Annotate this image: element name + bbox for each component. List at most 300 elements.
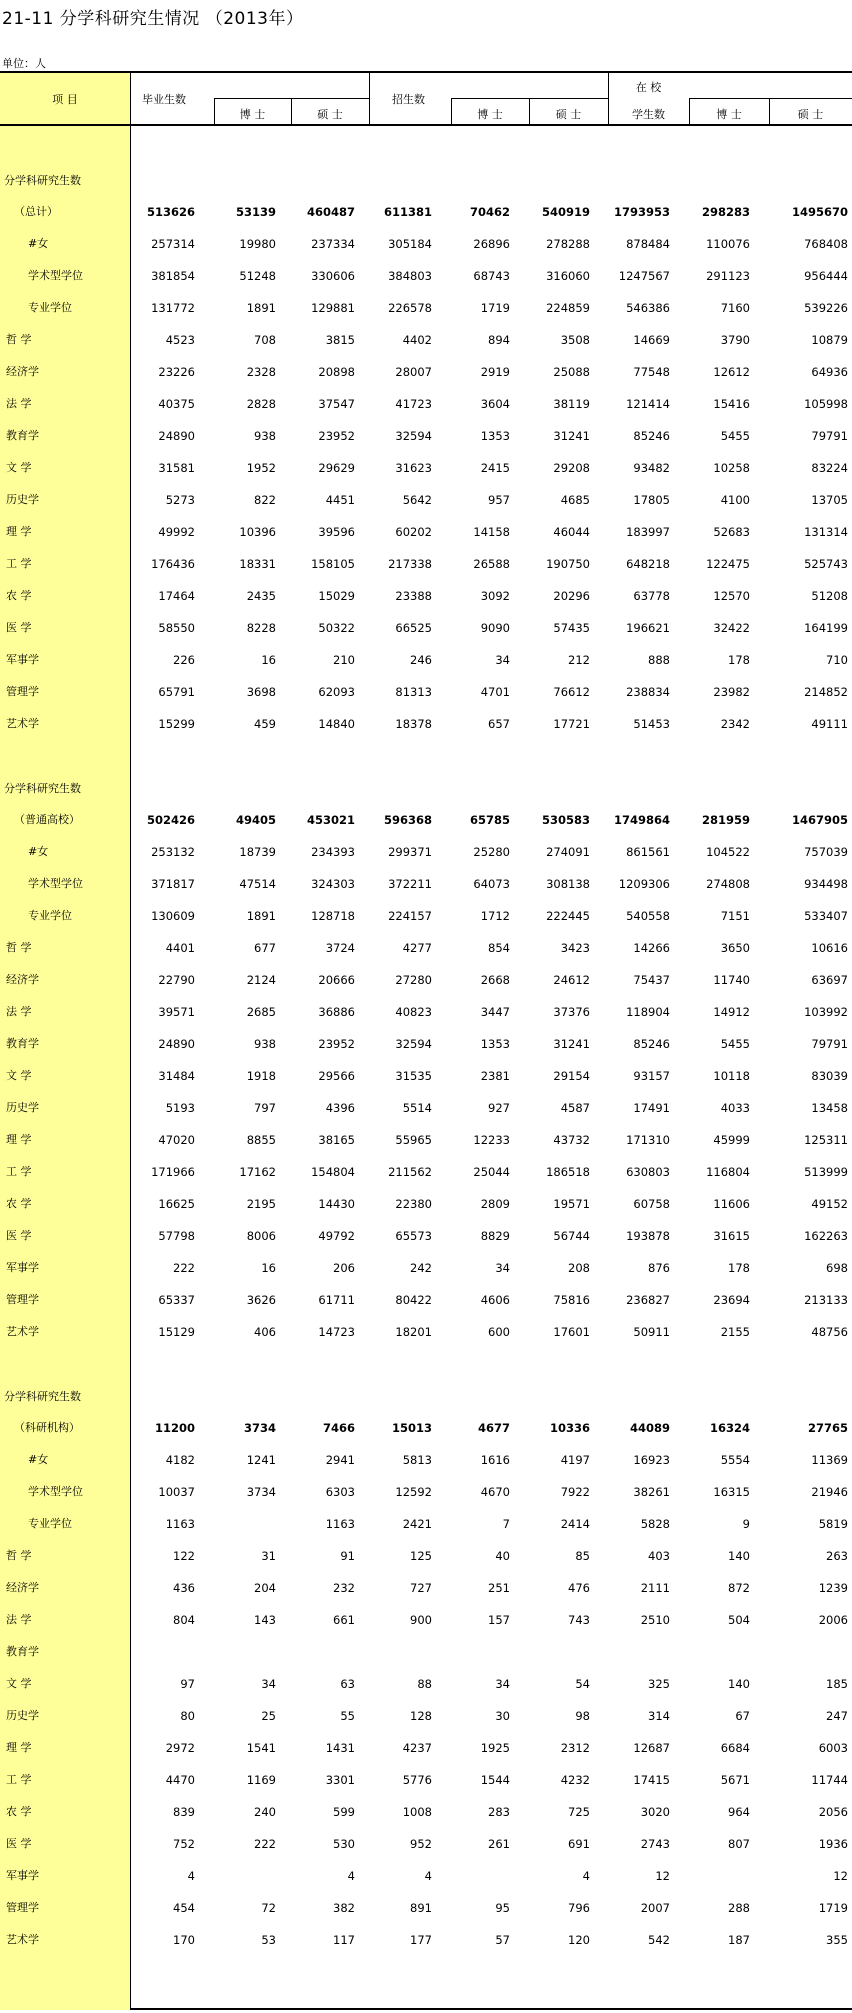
cell-grad-master: 1163 — [325, 1517, 355, 1532]
cell-enrolled-doctor: 31615 — [713, 1228, 750, 1243]
cell-enrolled-total: 14669 — [633, 333, 670, 348]
cell-enroll-master: 4685 — [560, 493, 590, 507]
cell-enrolled-doctor: 291123 — [706, 269, 750, 284]
cell-enroll-total: 5514 — [402, 1101, 432, 1115]
cell-grad-doctor: 1952 — [246, 461, 276, 476]
cell-enroll-master: 98 — [575, 1709, 590, 1723]
row-label: 经济学 — [6, 1581, 39, 1595]
row-label: 理 学 — [6, 524, 32, 538]
cell-grad-doctor: 1891 — [246, 301, 276, 316]
cell-enroll-doctor: 68743 — [473, 269, 510, 284]
cell-enroll-total: 80422 — [395, 1292, 432, 1307]
cell-enrolled-master: 757039 — [804, 845, 848, 860]
row-label: 艺术学 — [6, 1324, 39, 1338]
cell-enrolled-total: 121414 — [626, 397, 670, 412]
table-row — [0, 388, 852, 420]
cell-grad-total: 24890 — [158, 1037, 195, 1052]
cell-enroll-doctor: 34 — [495, 652, 510, 667]
cell-enroll-total: 66525 — [395, 620, 432, 635]
cell-enroll-total: 596368 — [383, 813, 432, 828]
cell-enrolled-total: 238834 — [626, 684, 670, 699]
cell-enroll-master: 19571 — [553, 1196, 590, 1211]
header-enrolled-bottom: 学生数 — [632, 108, 665, 121]
cell-grad-doctor: 53 — [261, 1932, 276, 1947]
cell-enroll-total: 1008 — [402, 1804, 432, 1819]
cell-grad-total: 839 — [173, 1804, 195, 1819]
cell-grad-master: 324303 — [311, 877, 355, 892]
cell-enrolled-doctor: 298283 — [701, 205, 750, 220]
cell-enrolled-master: 355 — [826, 1932, 848, 1947]
cell-grad-master: 36886 — [318, 1005, 355, 1020]
cell-grad-master: 62093 — [318, 684, 355, 699]
cell-grad-master: 14430 — [318, 1196, 355, 1211]
cell-enrolled-total: 171310 — [626, 1132, 670, 1147]
cell-enroll-doctor: 2919 — [480, 365, 510, 380]
cell-enroll-master: 29208 — [553, 461, 590, 476]
cell-enroll-doctor: 26588 — [473, 556, 510, 571]
cell-enrolled-master: 6003 — [818, 1740, 848, 1755]
table-row — [0, 1252, 852, 1284]
cell-enroll-doctor: 4606 — [480, 1292, 510, 1307]
cell-grad-total: 454 — [173, 1900, 195, 1915]
cell-enroll-doctor: 1719 — [480, 301, 510, 316]
cell-enrolled-master: 79791 — [811, 1037, 848, 1052]
cell-grad-doctor: 2195 — [246, 1196, 276, 1211]
cell-enroll-master: 316060 — [546, 269, 590, 284]
cell-grad-total: 23226 — [158, 365, 195, 380]
header-enrolled-top: 在 校 — [635, 81, 662, 94]
cell-enrolled-total: 540558 — [626, 909, 670, 924]
header-enroll-master: 硕 士 — [555, 108, 582, 121]
cell-grad-master: 14840 — [318, 716, 355, 731]
cell-enrolled-total: 236827 — [626, 1292, 670, 1307]
cell-enrolled-total: 183997 — [626, 524, 670, 539]
cell-enroll-doctor: 12233 — [473, 1132, 510, 1147]
cell-enrolled-doctor: 5455 — [720, 1037, 750, 1052]
cell-enroll-total: 81313 — [395, 684, 432, 699]
cell-enrolled-master: 13458 — [811, 1101, 848, 1115]
row-label: 农 学 — [6, 588, 32, 602]
cell-enroll-total: 217338 — [388, 556, 432, 571]
cell-enroll-master: 25088 — [553, 365, 590, 380]
cell-enroll-total: 226578 — [388, 301, 432, 316]
cell-enroll-master: 222445 — [546, 909, 590, 924]
cell-enrolled-doctor: 2155 — [720, 1324, 750, 1339]
cell-enroll-doctor: 927 — [488, 1101, 510, 1115]
cell-grad-master: 154804 — [311, 1164, 355, 1179]
cell-grad-total: 16625 — [158, 1196, 195, 1211]
cell-grad-doctor: 240 — [254, 1804, 276, 1819]
table-row — [0, 580, 852, 612]
cell-enroll-doctor: 2668 — [480, 973, 510, 988]
cell-grad-total: 10037 — [158, 1485, 195, 1500]
cell-grad-doctor: 1918 — [246, 1069, 276, 1084]
cell-enrolled-master: 164199 — [804, 620, 848, 635]
table-row — [0, 612, 852, 644]
cell-enrolled-master: 185 — [826, 1677, 848, 1692]
cell-grad-doctor: 49405 — [235, 813, 276, 828]
cell-enroll-master: 29154 — [553, 1069, 590, 1084]
cell-enroll-doctor: 1544 — [480, 1772, 510, 1787]
table-row — [0, 996, 852, 1028]
cell-enrolled-total: 85246 — [633, 429, 670, 444]
cell-grad-doctor: 1169 — [246, 1772, 276, 1787]
cell-enrolled-doctor: 2342 — [720, 716, 750, 731]
cell-grad-total: 40375 — [158, 397, 195, 412]
table-row — [0, 1572, 852, 1604]
cell-enrolled-master: 49111 — [811, 716, 848, 731]
cell-grad-total: 24890 — [158, 429, 195, 444]
cell-grad-doctor: 222 — [254, 1836, 276, 1851]
cell-enrolled-master: 64936 — [811, 365, 848, 380]
cell-enroll-total: 5776 — [402, 1772, 432, 1787]
cell-enrolled-doctor: 9 — [742, 1517, 750, 1532]
cell-grad-master: 2941 — [325, 1453, 355, 1468]
cell-grad-master: 29566 — [318, 1069, 355, 1084]
cell-enroll-total: 88 — [417, 1677, 432, 1692]
cell-grad-master: 61711 — [318, 1292, 355, 1307]
cell-enrolled-doctor: 16324 — [709, 1421, 750, 1436]
table-row — [0, 1700, 852, 1732]
cell-enrolled-total: 17805 — [633, 493, 670, 507]
cell-grad-doctor: 2124 — [246, 973, 276, 988]
cell-grad-master: 38165 — [318, 1132, 355, 1147]
cell-enrolled-doctor: 12612 — [713, 365, 750, 380]
section-title: 分学科研究生数 — [4, 1389, 81, 1403]
cell-enroll-total: 32594 — [395, 429, 432, 444]
cell-enrolled-doctor: 67 — [735, 1709, 750, 1723]
cell-enrolled-total: 314 — [648, 1709, 670, 1723]
cell-grad-master: 237334 — [311, 237, 355, 252]
cell-enrolled-doctor: 3790 — [720, 333, 750, 348]
row-label: 工 学 — [6, 1164, 32, 1178]
cell-enrolled-doctor: 178 — [728, 652, 750, 667]
cell-enrolled-total: 38261 — [633, 1485, 670, 1500]
cell-enrolled-master: 213133 — [804, 1292, 848, 1307]
cell-enrolled-master: 79791 — [811, 429, 848, 444]
table-row — [0, 260, 852, 292]
cell-grad-master: 91 — [340, 1549, 355, 1564]
cell-enrolled-doctor: 7151 — [720, 909, 750, 924]
section-title: 分学科研究生数 — [4, 173, 81, 187]
cell-grad-doctor: 34 — [261, 1677, 276, 1692]
cell-enroll-doctor: 251 — [488, 1581, 510, 1596]
cell-enrolled-total: 546386 — [626, 301, 670, 316]
cell-enroll-doctor: 657 — [488, 716, 510, 731]
cell-grad-total: 4401 — [165, 941, 195, 956]
cell-enroll-doctor: 261 — [488, 1836, 510, 1851]
cell-enroll-doctor: 9090 — [480, 620, 510, 635]
header-subrule-enrollment — [451, 98, 608, 99]
cell-grad-total: 11200 — [154, 1421, 195, 1436]
cell-grad-master: 158105 — [311, 556, 355, 571]
cell-enrolled-master: 48756 — [811, 1324, 848, 1339]
cell-enrolled-doctor: 178 — [728, 1260, 750, 1275]
cell-enrolled-master: 1719 — [818, 1900, 848, 1915]
cell-enrolled-doctor: 140 — [728, 1677, 750, 1692]
cell-enroll-doctor: 4677 — [477, 1421, 510, 1436]
cell-enroll-doctor: 1353 — [480, 429, 510, 444]
cell-grad-doctor: 8228 — [246, 620, 276, 635]
cell-enroll-total: 384803 — [388, 269, 432, 284]
cell-enroll-master: 274091 — [546, 845, 590, 860]
cell-enrolled-total: 2111 — [640, 1581, 670, 1596]
cell-enrolled-doctor: 110076 — [706, 237, 750, 252]
cell-enrolled-doctor: 6684 — [720, 1740, 750, 1755]
cell-grad-doctor: 3734 — [243, 1421, 276, 1436]
table-row — [0, 196, 852, 228]
cell-enroll-doctor: 2415 — [480, 461, 510, 476]
cell-enrolled-doctor: 122475 — [706, 556, 750, 571]
cell-grad-total: 17464 — [158, 588, 195, 603]
cell-enrolled-doctor: 104522 — [706, 845, 750, 860]
cell-grad-total: 57798 — [158, 1228, 195, 1243]
table-row — [0, 1796, 852, 1828]
cell-enroll-master: 224859 — [546, 301, 590, 316]
table-row — [0, 356, 852, 388]
cell-enrolled-master: 1239 — [818, 1581, 848, 1596]
cell-enroll-doctor: 8829 — [480, 1228, 510, 1243]
cell-enroll-total: 31623 — [395, 461, 432, 476]
row-label: 军事学 — [6, 1868, 39, 1882]
cell-enroll-master: 31241 — [553, 429, 590, 444]
cell-grad-total: 436 — [173, 1581, 195, 1596]
cell-enrolled-master: 768408 — [804, 237, 848, 252]
cell-enroll-master: 796 — [568, 1900, 590, 1915]
cell-enrolled-master: 525743 — [804, 556, 848, 571]
row-label: 农 学 — [6, 1804, 32, 1818]
cell-grad-total: 65791 — [158, 684, 195, 699]
cell-enrolled-doctor: 274808 — [706, 877, 750, 892]
header-divider-graduates — [369, 71, 370, 125]
cell-enrolled-doctor: 3650 — [720, 941, 750, 956]
cell-enroll-total: 128 — [410, 1709, 432, 1723]
cell-enrolled-master: 21946 — [811, 1485, 848, 1500]
row-label: （普通高校） — [14, 813, 80, 827]
cell-enrolled-doctor: 12570 — [713, 588, 750, 603]
cell-grad-master: 4396 — [325, 1101, 355, 1115]
cell-enroll-doctor: 4670 — [480, 1485, 510, 1500]
cell-enroll-total: 27280 — [395, 973, 432, 988]
cell-grad-doctor: 1541 — [246, 1740, 276, 1755]
row-label: #女 — [28, 845, 49, 859]
cell-enroll-master: 743 — [568, 1613, 590, 1628]
cell-grad-doctor: 143 — [254, 1613, 276, 1628]
cell-enroll-total: 55965 — [395, 1132, 432, 1147]
cell-grad-doctor: 2828 — [246, 397, 276, 412]
header-enroll-doctor: 博 士 — [477, 108, 503, 121]
cell-grad-doctor: 31 — [261, 1549, 276, 1564]
row-label: 哲 学 — [6, 1549, 32, 1563]
cell-grad-total: 804 — [173, 1613, 195, 1628]
cell-grad-master: 20666 — [318, 973, 355, 988]
cell-grad-doctor: 938 — [254, 429, 276, 444]
cell-enroll-master: 3508 — [560, 333, 590, 348]
cell-grad-doctor: 3734 — [246, 1485, 276, 1500]
cell-grad-master: 63 — [340, 1677, 355, 1692]
table-row — [0, 1892, 852, 1924]
cell-enroll-total: 891 — [410, 1900, 432, 1915]
header-subrule-enrolled — [689, 98, 852, 99]
cell-grad-doctor: 25 — [261, 1709, 276, 1723]
cell-grad-total: 80 — [180, 1709, 195, 1723]
cell-enrolled-doctor: 15416 — [713, 397, 750, 412]
cell-enrolled-total: 1749864 — [613, 813, 670, 828]
row-label: 教育学 — [6, 1645, 39, 1659]
table-row — [0, 1188, 852, 1220]
cell-enrolled-total: 77548 — [633, 365, 670, 380]
cell-enroll-doctor: 25044 — [473, 1164, 510, 1179]
row-label: 法 学 — [6, 397, 32, 411]
table-row — [0, 1732, 852, 1764]
row-label: 哲 学 — [6, 333, 32, 347]
cell-enroll-master: 10336 — [549, 1421, 590, 1436]
cell-enrolled-doctor: 504 — [728, 1613, 750, 1628]
cell-enroll-master: 57435 — [553, 620, 590, 635]
cell-grad-master: 50322 — [318, 620, 355, 635]
cell-grad-doctor: 16 — [261, 652, 276, 667]
cell-grad-master: 599 — [333, 1804, 355, 1819]
cell-grad-master: 453021 — [306, 813, 355, 828]
cell-enroll-master: 43732 — [553, 1132, 590, 1147]
cell-enroll-master: 278288 — [546, 237, 590, 252]
cell-enroll-total: 22380 — [395, 1196, 432, 1211]
cell-enroll-total: 727 — [410, 1581, 432, 1596]
cell-enrolled-master: 698 — [826, 1260, 848, 1275]
cell-enrolled-total: 5828 — [640, 1517, 670, 1532]
cell-enrolled-total: 44089 — [629, 1421, 670, 1436]
table-row — [0, 1636, 852, 1668]
cell-enrolled-total: 60758 — [633, 1196, 670, 1211]
row-label: 教育学 — [6, 429, 39, 443]
cell-enroll-doctor: 854 — [488, 941, 510, 956]
cell-enrolled-total: 325 — [648, 1677, 670, 1692]
data-table — [0, 71, 852, 2010]
cell-enroll-master: 54 — [575, 1677, 590, 1692]
table-row — [0, 1316, 852, 1348]
cell-grad-total: 47020 — [158, 1132, 195, 1147]
cell-grad-master: 49792 — [318, 1228, 355, 1243]
cell-grad-master: 37547 — [318, 397, 355, 412]
cell-enrolled-master: 214852 — [804, 684, 848, 699]
table-row — [0, 420, 852, 452]
cell-enroll-master: 120 — [568, 1932, 590, 1947]
cell-grad-doctor: 2328 — [246, 365, 276, 380]
row-label: 文 学 — [6, 1677, 32, 1691]
row-label: 法 学 — [6, 1613, 32, 1627]
header-bottom-rule — [0, 124, 852, 126]
cell-enrolled-doctor: 5671 — [720, 1772, 750, 1787]
table-row — [0, 1060, 852, 1092]
cell-enroll-doctor: 7 — [502, 1517, 510, 1532]
cell-enroll-master: 17601 — [553, 1324, 590, 1339]
cell-enrolled-total: 630803 — [626, 1164, 670, 1179]
cell-enrolled-doctor: 45999 — [713, 1132, 750, 1147]
cell-enroll-total: 5642 — [402, 493, 432, 507]
cell-grad-total: 5273 — [165, 493, 195, 507]
cell-enroll-master: 208 — [568, 1260, 590, 1275]
cell-enrolled-master: 2006 — [818, 1613, 848, 1628]
cell-grad-doctor: 53139 — [235, 205, 276, 220]
table-row — [0, 1284, 852, 1316]
cell-enrolled-master: 12 — [833, 1868, 848, 1883]
cell-enroll-total: 4402 — [402, 333, 432, 348]
cell-enroll-total: 372211 — [388, 877, 432, 892]
row-label: 军事学 — [6, 1260, 39, 1274]
row-label: 学术型学位 — [28, 1485, 83, 1499]
cell-enroll-doctor: 34 — [495, 1677, 510, 1692]
cell-enroll-total: 305184 — [388, 237, 432, 252]
cell-enroll-doctor: 1925 — [480, 1740, 510, 1755]
cell-grad-master: 55 — [340, 1709, 355, 1723]
cell-enrolled-total: 196621 — [626, 620, 670, 635]
cell-grad-total: 15299 — [158, 716, 195, 731]
table-row — [0, 1508, 852, 1540]
cell-enroll-total: 952 — [410, 1836, 432, 1851]
cell-grad-master: 14723 — [318, 1324, 355, 1339]
cell-grad-master: 117 — [333, 1932, 355, 1947]
cell-grad-doctor: 459 — [254, 716, 276, 731]
table-row — [0, 324, 852, 356]
cell-grad-master: 7466 — [322, 1421, 355, 1436]
section-title: 分学科研究生数 — [4, 781, 81, 795]
cell-enroll-total: 40823 — [395, 1005, 432, 1020]
table-row — [0, 1540, 852, 1572]
cell-enroll-total: 28007 — [395, 365, 432, 380]
cell-enroll-total: 2421 — [402, 1517, 432, 1532]
row-label: #女 — [28, 1453, 49, 1467]
cell-enroll-doctor: 14158 — [473, 524, 510, 539]
row-label: 专业学位 — [28, 301, 72, 315]
cell-grad-doctor: 708 — [254, 333, 276, 348]
cell-enroll-master: 691 — [568, 1836, 590, 1851]
cell-enroll-master: 20296 — [553, 588, 590, 603]
cell-enrolled-total: 93157 — [633, 1069, 670, 1084]
cell-enrolled-doctor: 964 — [728, 1804, 750, 1819]
cell-enrolled-doctor: 10258 — [713, 461, 750, 476]
cell-grad-doctor: 1241 — [246, 1453, 276, 1468]
row-label: （科研机构） — [14, 1421, 80, 1435]
cell-enroll-master: 4 — [582, 1868, 590, 1883]
cell-enrolled-master: 27765 — [807, 1421, 848, 1436]
cell-grad-total: 31484 — [158, 1069, 195, 1084]
row-label: 专业学位 — [28, 909, 72, 923]
row-label: 医 学 — [6, 620, 32, 634]
cell-grad-total: 5193 — [165, 1101, 195, 1115]
cell-enroll-master: 31241 — [553, 1037, 590, 1052]
cell-enroll-master: 76612 — [553, 684, 590, 699]
cell-enroll-total: 299371 — [388, 845, 432, 860]
cell-enroll-master: 4197 — [560, 1453, 590, 1468]
table-row — [0, 964, 852, 996]
row-label: 理 学 — [6, 1132, 32, 1146]
cell-grad-doctor: 8855 — [246, 1132, 276, 1147]
cell-enrolled-master: 51208 — [811, 588, 848, 603]
cell-grad-doctor: 18331 — [239, 556, 276, 571]
cell-enrolled-total: 75437 — [633, 973, 670, 988]
table-row — [0, 1092, 852, 1124]
cell-grad-doctor: 938 — [254, 1037, 276, 1052]
cell-enrolled-master: 125311 — [804, 1132, 848, 1147]
cell-enroll-master: 530583 — [541, 813, 590, 828]
cell-grad-master: 15029 — [318, 588, 355, 603]
cell-grad-doctor: 72 — [261, 1900, 276, 1915]
cell-enroll-total: 41723 — [395, 397, 432, 412]
cell-enrolled-total: 93482 — [633, 461, 670, 476]
cell-enroll-master: 308138 — [546, 877, 590, 892]
cell-enroll-total: 224157 — [388, 909, 432, 924]
table-row — [0, 1124, 852, 1156]
